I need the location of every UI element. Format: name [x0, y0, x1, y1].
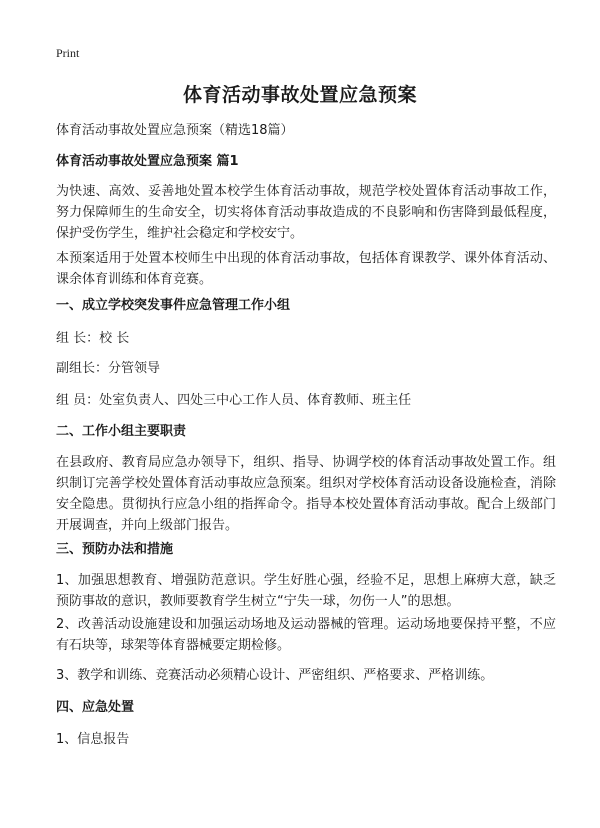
page-title: 体育活动事故处置应急预案: [182, 84, 417, 106]
part1-heading: 一、成立学校突发事件应急管理工作小组: [56, 298, 291, 313]
subtitle: 体育活动事故处置应急预案（精选18篇）: [56, 123, 294, 138]
part3-heading: 三、预防办法和措施: [56, 542, 174, 557]
group-leader-line: 组 长：校 长: [56, 331, 130, 346]
part4-heading: 四、应急处置: [56, 700, 135, 715]
part2-paragraph: 在县政府、教育局应急办领导下，组织、指导、协调学校的体育活动事故处置工作。组织制订完善学校处置体育活动事故应急预案。组织对学校体育活动设备设施检查，消除安全隐患。贯彻执行应急小组的指挥命令。指导本校处置体育活动事故。配合上级部门开展调查，并向上级部门报告。: [56, 455, 556, 533]
scope-paragraph: 本预案适用于处置本校师生中出现的体育活动事故，包括体育课教学、课外体育活动、课余体育训练和体育竞赛。: [56, 251, 556, 287]
part2-heading: 二、工作小组主要职责: [56, 424, 187, 439]
prevention-item-3: 3、教学和训练、竞赛活动必须精心设计、严密组织、严格要求、严格训练。: [56, 668, 494, 683]
print-link[interactable]: Print: [56, 46, 80, 60]
section-heading: 体育活动事故处置应急预案 篇1: [56, 154, 239, 169]
prevention-item-2: 2、改善活动设施建设和加强运动场地及运动器械的管理。运动场地要保持平整，不应有石块等，球架等体育器械要定期检修。: [56, 617, 556, 653]
group-members-line: 组 员：处室负责人、四处三中心工作人员、体育教师、班主任: [56, 393, 412, 408]
prevention-item-1: 1、加强思想教育、增强防范意识。学生好胜心强，经验不足，思想上麻痹大意，缺乏预防事故的意识，教师要教育学生树立“宁失一球，勿伤一人”的思想。: [56, 573, 556, 609]
deputy-leader-line: 副组长：分管领导: [56, 361, 161, 376]
intro-paragraph: 为快速、高效、妥善地处置本校学生体育活动事故，规范学校处置体育活动事故工作，努力保障师生的生命安全，切实将体育活动事故造成的不良影响和伤害降到最低程度，保护受伤学生，维护社会稳定和学校安宁。: [56, 184, 556, 241]
emergency-item-1: 1、信息报告: [56, 732, 130, 747]
